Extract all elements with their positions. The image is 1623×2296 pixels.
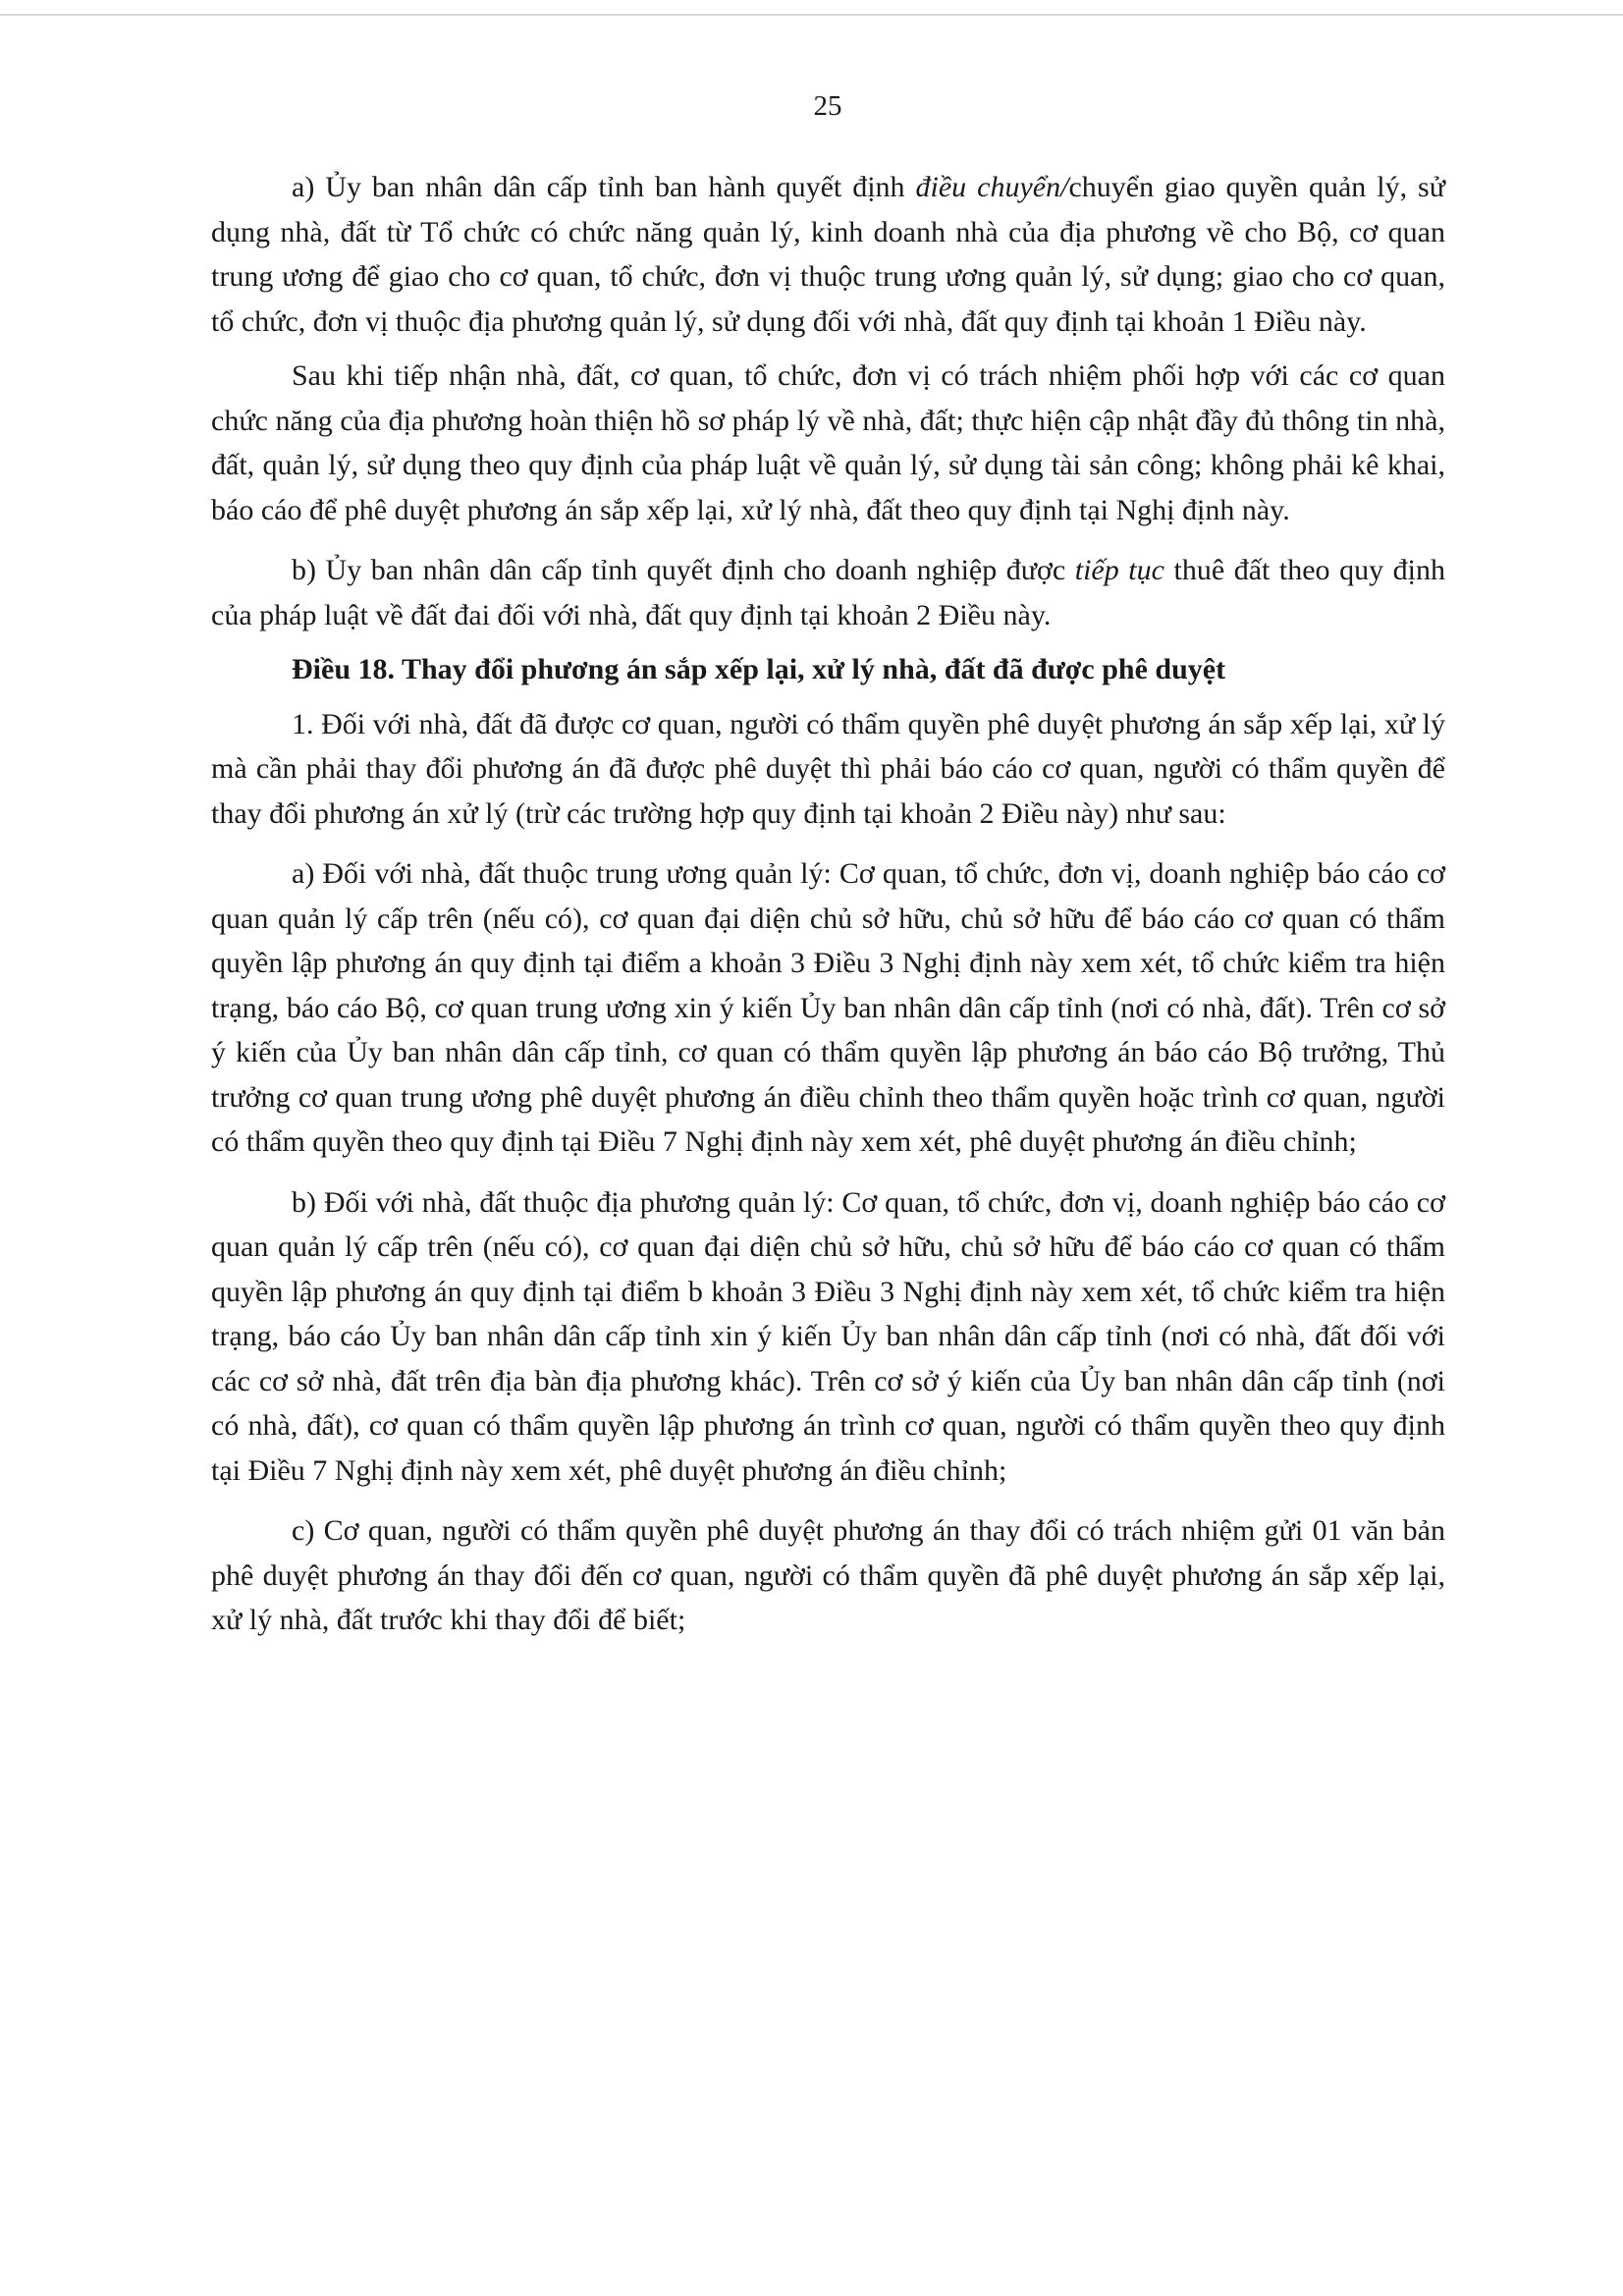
paragraph-point-a: a) Đối với nhà, đất thuộc trung ương quản lý: Cơ quan, tổ chức, đơn vị, doanh nghiệp báo cáo cơ quan quản lý cấp trên (nếu có), cơ quan đại diện chủ sở hữu, chủ sở hữu để báo cáo cơ quan có thẩm quyền lập phương án quy định tại điểm a khoản 3 Điều 3 Nghị định này xem xét, tổ chức kiểm tra hiện trạng, báo cáo Bộ, cơ quan trung ương xin ý kiến Ủy ban nhân dân cấp tỉnh (nơi có nhà, đất). Trên cơ sở ý kiến của Ủy ban nhân dân cấp tỉnh, cơ quan có thẩm quyền lập phương án báo cáo Bộ trưởng, Thủ trưởng cơ quan trung ương phê duyệt phương án điều chỉnh theo thẩm quyền hoặc trình cơ quan, người có thẩm quyền theo quy định tại Điều 7 Nghị định này xem xét, phê duyệt phương án điều chỉnh;	[211, 857, 1445, 1158]
page-number: 25	[813, 90, 842, 122]
paragraph-clause-1: 1. Đối với nhà, đất đã được cơ quan, người có thẩm quyền phê duyệt phương án sắp xếp lại, xử lý mà cần phải thay đổi phương án đã được phê duyệt thì phải báo cáo cơ quan, người có thẩm quyền để thay đổi phương án xử lý (trừ các trường hợp quy định tại khoản 2 Điều này) như sau:	[211, 707, 1445, 830]
paragraph-transfer-decision	[211, 165, 1445, 344]
italic-phrase: điều chuyển/	[915, 171, 1069, 203]
article-heading: Điều 18. Thay đổi phương án sắp xếp lại, xử lý nhà, đất đã được phê duyệt	[292, 653, 1226, 685]
paragraph-text: a) Ủy ban nhân dân cấp tỉnh ban hành quyết định	[292, 171, 916, 203]
document-body	[211, 165, 1445, 1659]
paragraph-point-c: c) Cơ quan, người có thẩm quyền phê duyệt phương án thay đổi có trách nhiệm gửi 01 văn bản phê duyệt phương án thay đổi đến cơ quan, người có thẩm quyền đã phê duyệt phương án sắp xếp lại, xử lý nhà, đất trước khi thay đổi để biết;	[211, 1514, 1445, 1636]
paragraph-text: thuê đất theo quy định của pháp luật về đất đai đối với nhà, đất quy định tại khoản 2 Điều này.	[211, 554, 1445, 631]
paragraph-point-b: b) Đối với nhà, đất thuộc địa phương quản lý: Cơ quan, tổ chức, đơn vị, doanh nghiệp báo cáo cơ quan quản lý cấp trên (nếu có), cơ quan đại diện chủ sở hữu, chủ sở hữu để báo cáo cơ quan có thẩm quyền lập phương án quy định tại điểm b khoản 3 Điều 3 Nghị định này xem xét, tổ chức kiểm tra hiện trạng, báo cáo Ủy ban nhân dân cấp tỉnh xin ý kiến Ủy ban nhân dân cấp tỉnh (nơi có nhà, đất đối với các cơ sở nhà, đất trên địa bàn địa phương khác). Trên cơ sở ý kiến của Ủy ban nhân dân cấp tỉnh (nơi có nhà, đất), cơ quan có thẩm quyền lập phương án trình cơ quan, người có thẩm quyền theo quy định tại Điều 7 Nghị định này xem xét, phê duyệt phương án điều chỉnh;	[211, 1185, 1445, 1487]
paragraph-text: chuyển giao quyền quản lý, sử dụng nhà, đất từ Tổ chức có chức năng quản lý, kinh doanh nhà của địa phương về cho Bộ, cơ quan trung ương để giao cho cơ quan, tổ chức, đơn vị thuộc trung ương quản lý, sử dụng; giao cho cơ quan, tổ chức, đơn vị thuộc địa phương quản lý, sử dụng đối với nhà, đất quy định tại khoản 1 Điều này.	[211, 171, 1445, 338]
paragraph-after-receipt: Sau khi tiếp nhận nhà, đất, cơ quan, tổ chức, đơn vị có trách nhiệm phối hợp với các cơ quan chức năng của địa phương hoàn thiện hồ sơ pháp lý về nhà, đất; thực hiện cập nhật đầy đủ thông tin nhà, đất, quản lý, sử dụng theo quy định của pháp luật về quản lý, sử dụng tài sản công; không phải kê khai, báo cáo để phê duyệt phương án sắp xếp lại, xử lý nhà, đất theo quy định tại Nghị định này.	[211, 359, 1445, 526]
paragraph-land-lease	[211, 548, 1445, 637]
italic-phrase: tiếp tục	[1074, 554, 1164, 586]
paragraph-text: b) Ủy ban nhân dân cấp tỉnh quyết định cho doanh nghiệp được	[292, 554, 1075, 586]
